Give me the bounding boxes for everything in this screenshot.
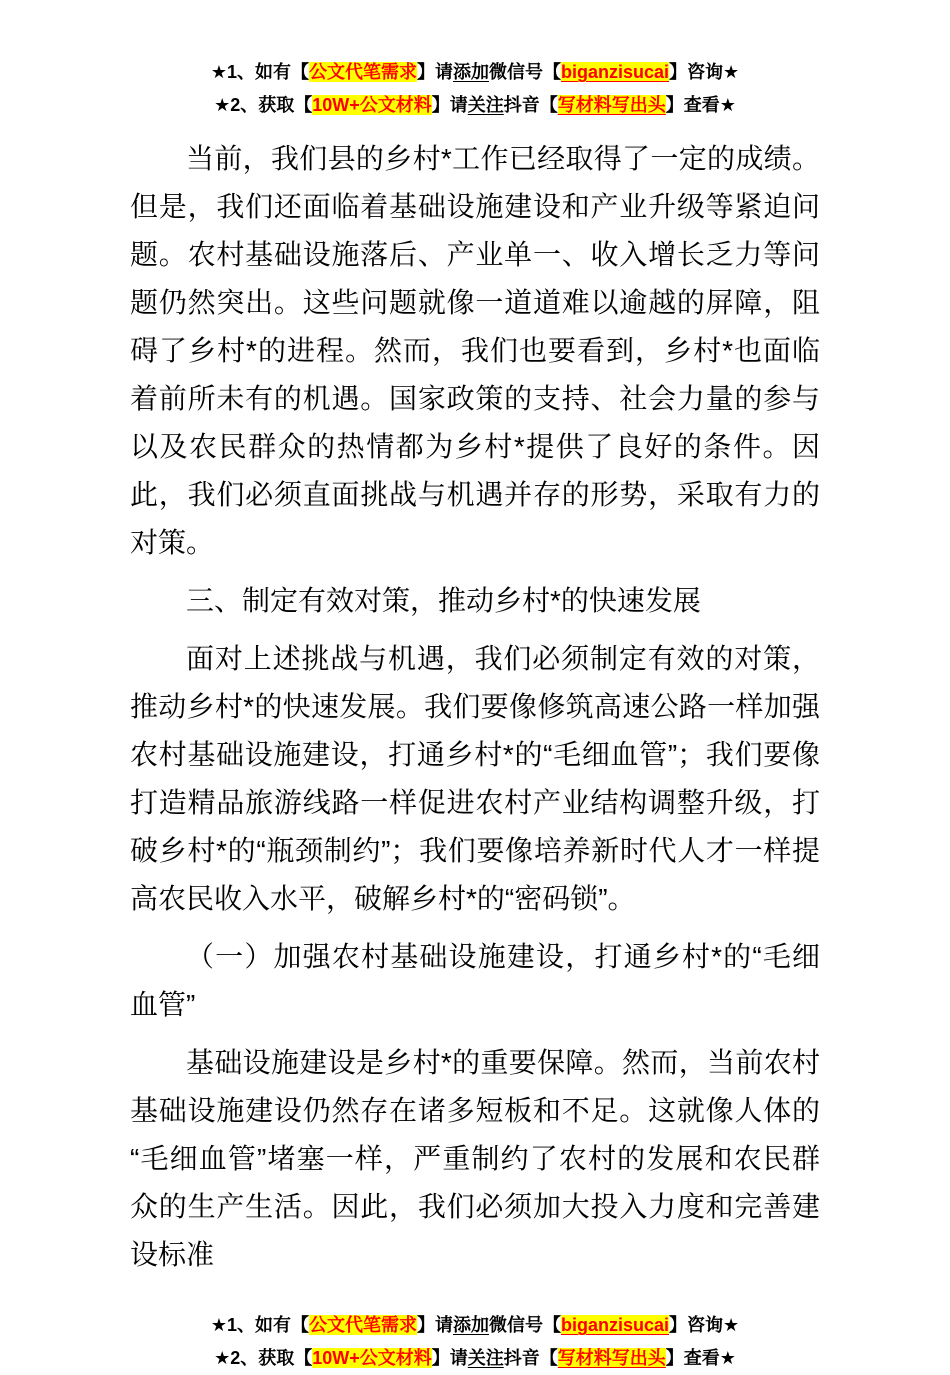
paragraph-current-situation: 当前，我们县的乡村*工作已经取得了一定的成绩。但是，我们还面临着基础设施建设和产业升级等紧迫问题。农村基础设施落后、产业单一、收入增长乏力等问题仍然突出。这些问题就像一道道难以逾越的屏障，阻碍了乡村*的进程。然而，我们也要看到，乡村*也面临着前所未有的机遇。国家政策的支持、社会力量的参与以及农民群众的热情都为乡村*提供了良好的条件。因此，我们必须直面挑战与机遇并存的形势，采取有力的对策。 [130,143,820,558]
section-heading-three: 三、制定有效对策，推动乡村*的快速发展 [186,585,701,616]
promo-footer [130,1309,820,1375]
promo-underline-follow: 关注 [467,1348,504,1368]
promo-text: 】请 [416,62,453,82]
promo-underline-add: 添加 [452,62,489,82]
promo-text: 】咨询★ [669,62,740,82]
promo-text: 】请 [431,95,468,115]
promo-footer-line2 [130,1342,820,1375]
paragraph-infrastructure: 基础设施建设是乡村*的重要保障。然而，当前农村基础设施建设仍然存在诸多短板和不足。这就像人体的“毛细血管”堵塞一样，严重制约了农村的发展和农民群众的生产生活。因此，我们必须加大投入力度和完善建设标准 [130,1047,820,1270]
promo-wechat-handle: biganzisucai [560,1315,670,1335]
promo-text: 抖音【 [503,95,558,115]
promo-text: 】查看★ [665,95,736,115]
promo-text: ★1、如有【 [210,1315,309,1335]
promo-highlight-service: 公文代笔需求 [308,1315,417,1335]
promo-text: 】查看★ [665,1348,736,1368]
promo-text: 】请 [431,1348,468,1368]
promo-underline-follow: 关注 [467,95,504,115]
promo-text: 】请 [416,1315,453,1335]
promo-header [130,56,820,122]
promo-wechat-handle: biganzisucai [560,62,670,82]
promo-text: ★2、获取【 [214,1348,313,1368]
promo-text: 】咨询★ [669,1315,740,1335]
promo-header-line2 [130,89,820,122]
promo-header-line1 [130,56,820,89]
subsection-heading-one: （一）加强农村基础设施建设，打通乡村*的“毛细血管” [130,941,820,1020]
promo-text: ★1、如有【 [210,62,309,82]
promo-highlight-materials: 10W+公文材料 [312,95,432,115]
promo-douyin-handle: 写材料写出头 [557,1348,666,1368]
promo-text: 微信号【 [488,62,561,82]
promo-highlight-materials: 10W+公文材料 [312,1348,432,1368]
promo-highlight-service: 公文代笔需求 [308,62,417,82]
promo-text: 微信号【 [488,1315,561,1335]
paragraph-countermeasures: 面对上述挑战与机遇，我们必须制定有效的对策，推动乡村*的快速发展。我们要像修筑高速公路一样加强农村基础设施建设，打通乡村*的“毛细血管”；我们要像打造精品旅游线路一样促进农村产业结构调整升级，打破乡村*的“瓶颈制约”；我们要像培养新时代人才一样提高农民收入水平，破解乡村*的“密码锁”。 [130,643,820,914]
promo-douyin-handle: 写材料写出头 [557,95,666,115]
promo-underline-add: 添加 [452,1315,489,1335]
document-body [130,135,820,1279]
promo-text: ★2、获取【 [214,95,313,115]
promo-text: 抖音【 [503,1348,558,1368]
promo-footer-line1 [130,1309,820,1342]
